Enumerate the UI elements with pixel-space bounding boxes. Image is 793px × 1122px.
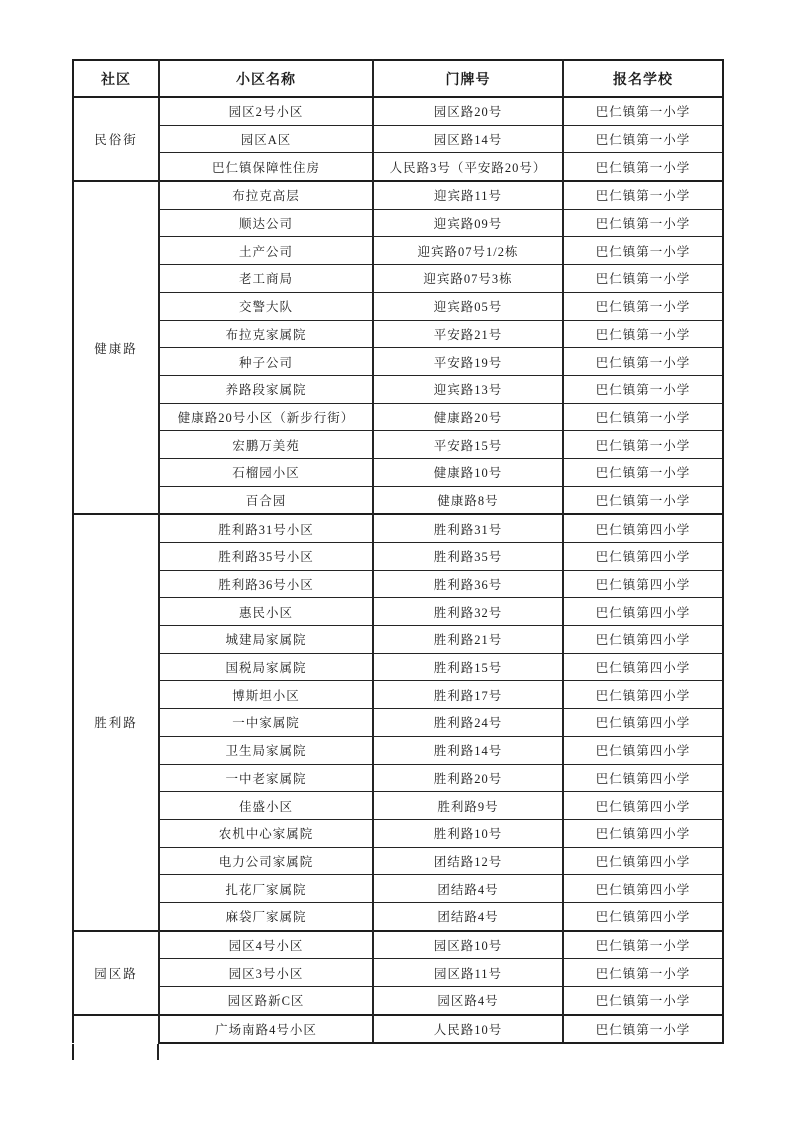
table-body [73,97,723,1043]
estate-name-cell: 麻袋厂家属院 [159,902,373,930]
table-row [73,847,723,875]
school-cell: 巴仁镇第一小学 [563,292,723,320]
school-cell: 巴仁镇第一小学 [563,431,723,459]
col-header-address: 门牌号 [373,60,563,97]
address-cell: 胜利路15号 [373,653,563,681]
community-cell: 园区路 [73,931,159,1015]
address-cell: 胜利路21号 [373,626,563,654]
page-break-continuation-stub [72,1044,159,1060]
school-cell: 巴仁镇第四小学 [563,847,723,875]
table-row [73,458,723,486]
school-cell: 巴仁镇第一小学 [563,403,723,431]
school-cell: 巴仁镇第一小学 [563,181,723,209]
address-cell: 园区路20号 [373,97,563,125]
estate-name-cell: 园区3号小区 [159,959,373,987]
table-row [73,181,723,209]
table-row [73,764,723,792]
address-cell: 健康路20号 [373,403,563,431]
school-cell: 巴仁镇第四小学 [563,653,723,681]
address-cell: 园区路14号 [373,125,563,153]
address-cell: 团结路12号 [373,847,563,875]
community-cell: 健康路 [73,181,159,514]
estate-name-cell: 国税局家属院 [159,653,373,681]
estate-name-cell: 健康路20号小区（新步行街） [159,403,373,431]
address-cell: 团结路4号 [373,875,563,903]
address-cell: 团结路4号 [373,902,563,930]
school-cell: 巴仁镇第一小学 [563,959,723,987]
table-row [73,514,723,542]
community-school-table [72,59,724,1044]
estate-name-cell: 一中家属院 [159,709,373,737]
school-cell: 巴仁镇第一小学 [563,209,723,237]
school-cell: 巴仁镇第一小学 [563,987,723,1015]
school-cell: 巴仁镇第一小学 [563,931,723,959]
table-row [73,431,723,459]
school-registration-table-area [72,59,722,1060]
table-row [73,265,723,293]
school-cell: 巴仁镇第四小学 [563,764,723,792]
address-cell: 迎宾路13号 [373,375,563,403]
school-cell: 巴仁镇第四小学 [563,819,723,847]
table-row [73,875,723,903]
address-cell: 胜利路10号 [373,819,563,847]
estate-name-cell: 布拉克家属院 [159,320,373,348]
community-cell [73,1015,159,1044]
school-cell: 巴仁镇第一小学 [563,125,723,153]
school-cell: 巴仁镇第四小学 [563,902,723,930]
community-cell: 胜利路 [73,514,159,930]
table-row [73,959,723,987]
address-cell: 人民路3号（平安路20号） [373,153,563,181]
estate-name-cell: 胜利路31号小区 [159,514,373,542]
school-cell: 巴仁镇第一小学 [563,320,723,348]
estate-name-cell: 种子公司 [159,348,373,376]
address-cell: 平安路15号 [373,431,563,459]
table-row [73,237,723,265]
estate-name-cell: 卫生局家属院 [159,736,373,764]
estate-name-cell: 惠民小区 [159,598,373,626]
estate-name-cell: 园区2号小区 [159,97,373,125]
estate-name-cell: 农机中心家属院 [159,819,373,847]
address-cell: 迎宾路07号3栋 [373,265,563,293]
school-cell: 巴仁镇第四小学 [563,543,723,571]
estate-name-cell: 巴仁镇保障性住房 [159,153,373,181]
school-cell: 巴仁镇第四小学 [563,598,723,626]
table-row [73,902,723,930]
table-row [73,819,723,847]
table-row [73,736,723,764]
school-cell: 巴仁镇第一小学 [563,458,723,486]
address-cell: 胜利路17号 [373,681,563,709]
estate-name-cell: 土产公司 [159,237,373,265]
estate-name-cell: 园区路新C区 [159,987,373,1015]
address-cell: 平安路21号 [373,320,563,348]
address-cell: 胜利路31号 [373,514,563,542]
address-cell: 迎宾路09号 [373,209,563,237]
address-cell: 胜利路9号 [373,792,563,820]
col-header-community: 社区 [73,60,159,97]
estate-name-cell: 胜利路35号小区 [159,543,373,571]
address-cell: 迎宾路11号 [373,181,563,209]
address-cell: 胜利路36号 [373,570,563,598]
estate-name-cell: 扎花厂家属院 [159,875,373,903]
estate-name-cell: 园区4号小区 [159,931,373,959]
estate-name-cell: 老工商局 [159,265,373,293]
address-cell: 平安路19号 [373,348,563,376]
school-cell: 巴仁镇第一小学 [563,237,723,265]
table-row [73,375,723,403]
community-cell: 民俗街 [73,97,159,181]
school-cell: 巴仁镇第一小学 [563,375,723,403]
school-cell: 巴仁镇第四小学 [563,875,723,903]
estate-name-cell: 胜利路36号小区 [159,570,373,598]
estate-name-cell: 百合园 [159,486,373,514]
address-cell: 胜利路24号 [373,709,563,737]
table-row [73,543,723,571]
table-row [73,598,723,626]
school-cell: 巴仁镇第四小学 [563,570,723,598]
table-row [73,348,723,376]
school-cell: 巴仁镇第一小学 [563,97,723,125]
address-cell: 园区路10号 [373,931,563,959]
estate-name-cell: 顺达公司 [159,209,373,237]
address-cell: 园区路11号 [373,959,563,987]
table-row [73,987,723,1015]
estate-name-cell: 电力公司家属院 [159,847,373,875]
address-cell: 胜利路32号 [373,598,563,626]
address-cell: 胜利路14号 [373,736,563,764]
school-cell: 巴仁镇第一小学 [563,486,723,514]
address-cell: 健康路10号 [373,458,563,486]
table-row [73,97,723,125]
estate-name-cell: 佳盛小区 [159,792,373,820]
school-cell: 巴仁镇第四小学 [563,626,723,654]
header-row [73,60,723,97]
school-cell: 巴仁镇第四小学 [563,681,723,709]
school-cell: 巴仁镇第一小学 [563,1015,723,1044]
col-header-school: 报名学校 [563,60,723,97]
table-row [73,681,723,709]
estate-name-cell: 养路段家属院 [159,375,373,403]
school-cell: 巴仁镇第四小学 [563,514,723,542]
table-row [73,626,723,654]
table-row [73,320,723,348]
estate-name-cell: 广场南路4号小区 [159,1015,373,1044]
school-cell: 巴仁镇第四小学 [563,709,723,737]
address-cell: 园区路4号 [373,987,563,1015]
estate-name-cell: 园区A区 [159,125,373,153]
estate-name-cell: 石榴园小区 [159,458,373,486]
school-cell: 巴仁镇第四小学 [563,736,723,764]
school-cell: 巴仁镇第四小学 [563,792,723,820]
address-cell: 人民路10号 [373,1015,563,1044]
estate-name-cell: 交警大队 [159,292,373,320]
col-header-estate-name: 小区名称 [159,60,373,97]
table-row [73,486,723,514]
school-cell: 巴仁镇第一小学 [563,153,723,181]
estate-name-cell: 一中老家属院 [159,764,373,792]
estate-name-cell: 布拉克高层 [159,181,373,209]
table-row [73,792,723,820]
table-row [73,653,723,681]
address-cell: 健康路8号 [373,486,563,514]
address-cell: 迎宾路07号1/2栋 [373,237,563,265]
school-cell: 巴仁镇第一小学 [563,265,723,293]
table-row [73,125,723,153]
estate-name-cell: 博斯坦小区 [159,681,373,709]
table-row [73,931,723,959]
address-cell: 胜利路35号 [373,543,563,571]
table-row [73,709,723,737]
table-row [73,153,723,181]
estate-name-cell: 宏鹏万美苑 [159,431,373,459]
address-cell: 迎宾路05号 [373,292,563,320]
estate-name-cell: 城建局家属院 [159,626,373,654]
address-cell: 胜利路20号 [373,764,563,792]
table-row [73,1015,723,1044]
school-cell: 巴仁镇第一小学 [563,348,723,376]
table-row [73,570,723,598]
table-row [73,209,723,237]
table-row [73,403,723,431]
table-row [73,292,723,320]
